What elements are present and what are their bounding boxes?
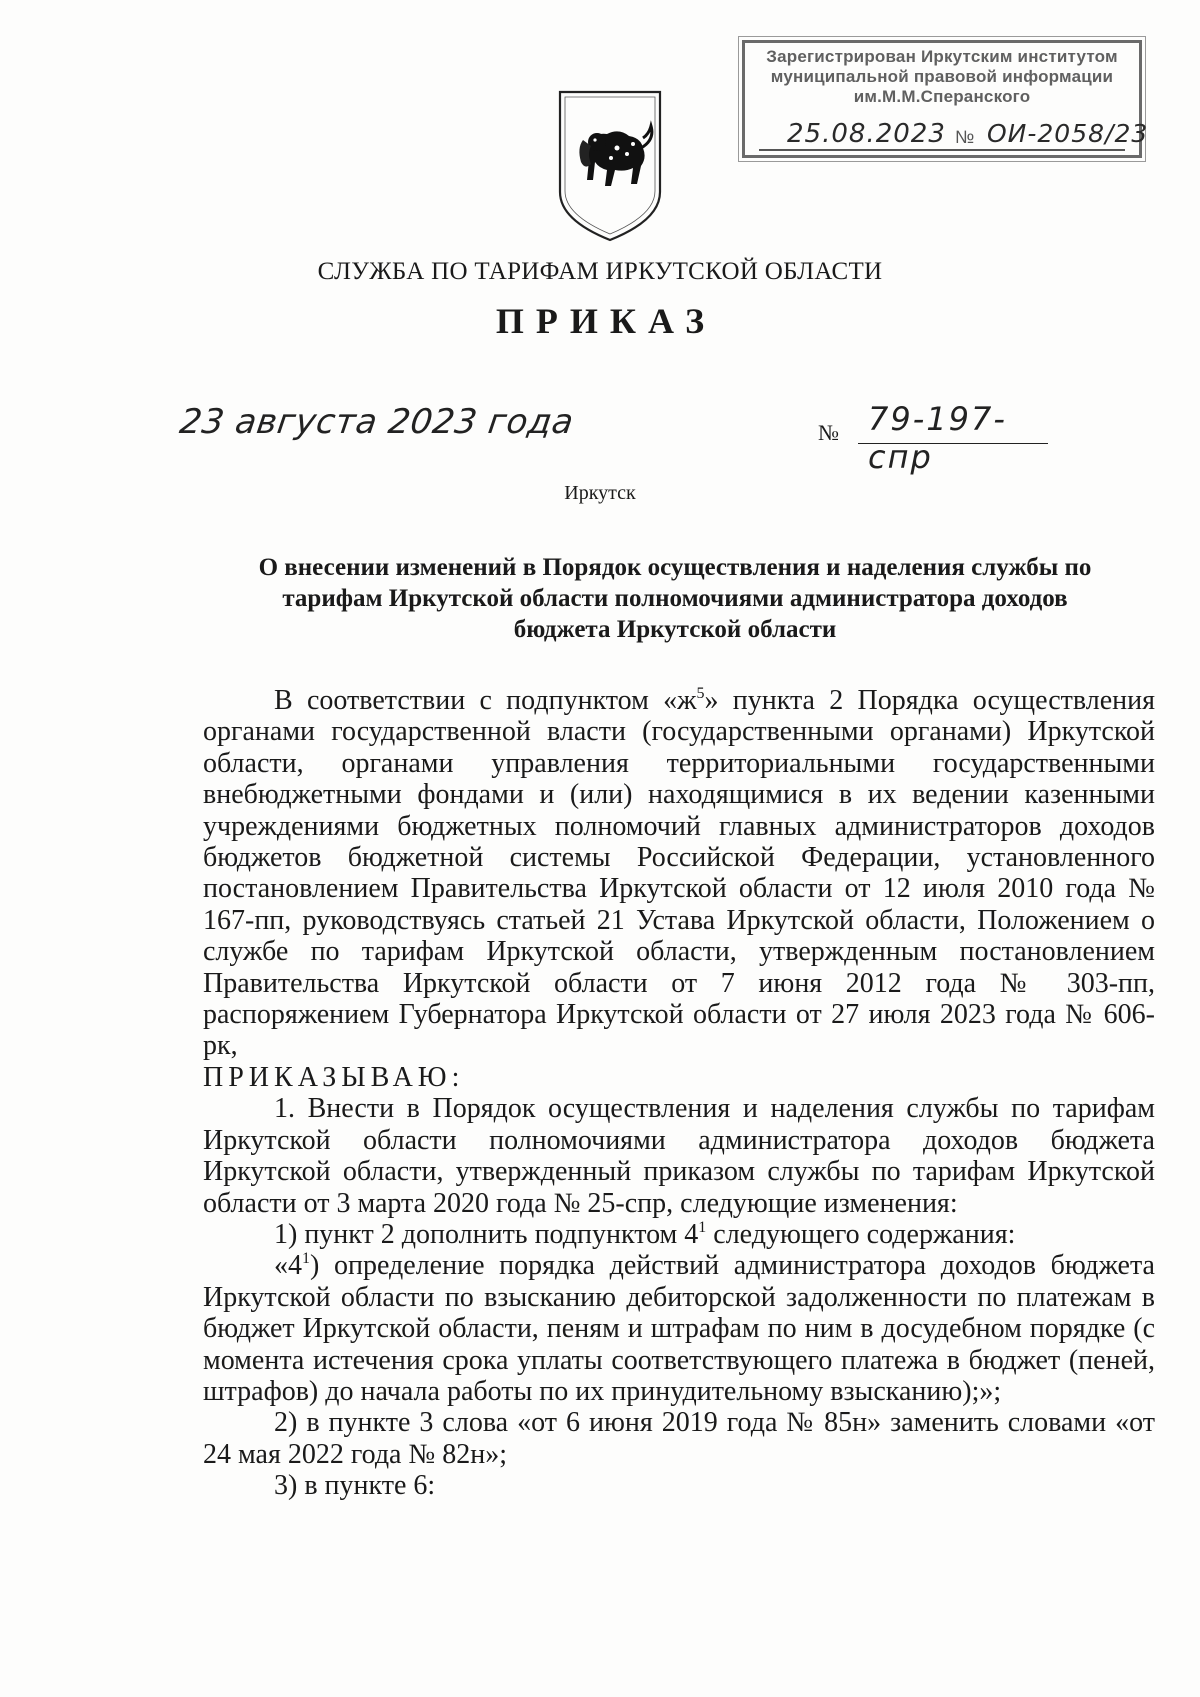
order-title: ПРИКАЗ (495, 301, 717, 341)
quote-superscript: 1 (302, 1250, 310, 1268)
order-number-handwritten: 79-197-спр (858, 400, 1048, 444)
paragraph-subitem-3: 3) в пункте 6: (274, 1470, 436, 1502)
quote-text-b: ) определение порядка действий администратора доходов бюджета Иркутской области по взысканию дебиторской задолженности по платежам в бюджет Иркутской области, пеням и штрафам по ним в досудебном порядке (с момента истечения срока уплаты соответствующего платежа в бюджет (пеней, штрафов) до начала работы по их принудительному взысканию);»; (203, 1250, 1155, 1407)
paragraph-subitem-1 (203, 1219, 1155, 1250)
stamp-line-3: им.М.М.Сперанского (853, 87, 1031, 106)
paragraph-item-1: 1. Внести в Порядок осуществления и наделения службы по тарифам Иркутской области полномочиями администратора доходов бюджета Иркутской области, утвержденный приказом службы по тарифам Иркутской области от 3 марта 2020 года № 25-спр, следующие изменения: (203, 1093, 1155, 1219)
heading-line-2: тарифам Иркутской области полномочиями администратора доходов (282, 585, 1068, 612)
order-date-handwritten: 23 августа 2023 года (177, 402, 577, 442)
paragraph-order-verb: ПРИКАЗЫВАЮ: (203, 1061, 465, 1093)
paragraph-preamble (203, 685, 1155, 1062)
document-body (203, 685, 1155, 1502)
preamble-text-b: » пункта 2 Порядка осуществления органами государственной власти (государственными органами) Иркутской области, органами управления территориальными государственными внебюджетными фондами и (или) находящимися в их ведении казенными учреждениями бюджетных полномочий главных администраторов доходов бюджетов бюджетной системы Российской Федерации, установленного постановлением Правительства Иркутской области от 12 июля 2010 года № 167-пп, руководствуясь статьей 21 Устава Иркутской области, Положением о службе по тарифам Иркутской области, утвержденным постановлением Правительства Иркутской области от 7 июня 2012 года № 303-пп, распоряжением Губернатора Иркутской области от 27 июля 2023 года № 606-рк, (203, 685, 1155, 1062)
quote-text-a: «4 (274, 1250, 302, 1282)
subitem-1-text-b: следующего содержания: (706, 1218, 1016, 1250)
subitem-1-superscript: 1 (698, 1218, 707, 1236)
preamble-superscript: 5 (696, 685, 705, 702)
document-heading (195, 552, 1155, 645)
stamp-line-2: муниципальной правовой информации (770, 67, 1114, 86)
preamble-text-a: В соответствии с подпунктом «ж (274, 685, 697, 716)
irkutsk-coat-of-arms-icon (555, 88, 665, 244)
city-name: Иркутск (564, 482, 636, 504)
heading-line-1: О внесении изменений в Порядок осуществления и наделения службы по (258, 554, 1092, 581)
subitem-1-text-a: 1) пункт 2 дополнить подпунктом 4 (274, 1218, 699, 1250)
order-number-sign: № (818, 420, 839, 445)
stamp-number-handwritten: ОИ-2058/23 (987, 119, 1149, 148)
stamp-number-sign: № (955, 127, 975, 147)
paragraph-subitem-2: 2) в пункте 3 слова «от 6 июня 2019 года № 85н» заменить словами «от 24 мая 2022 года № 82н»; (203, 1407, 1155, 1470)
service-name: СЛУЖБА ПО ТАРИФАМ ИРКУТСКОЙ ОБЛАСТИ (317, 258, 883, 285)
stamp-line-1: Зарегистрирован Иркутским институтом (766, 47, 1118, 66)
heading-line-3: бюджета Иркутской области (513, 616, 837, 643)
stamp-date-handwritten: 25.08.2023 (787, 119, 946, 149)
registration-stamp (742, 40, 1149, 158)
paragraph-quote-4-1 (203, 1250, 1155, 1407)
stamp-registration-row (759, 119, 1149, 151)
